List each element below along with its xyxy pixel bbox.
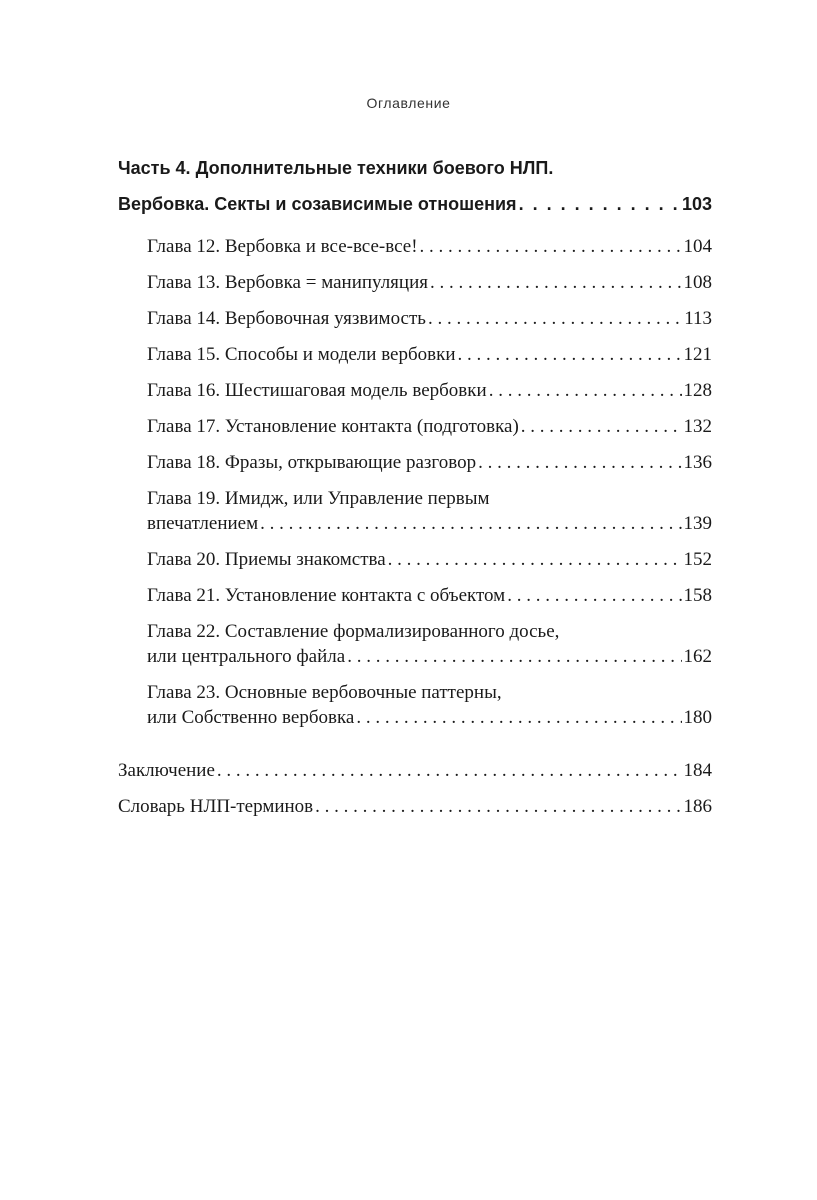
- part-title-line1: Часть 4. Дополнительные техники боевого НЛП.: [118, 158, 554, 178]
- page-number: 139: [683, 513, 712, 534]
- toc-entry-conclusion[interactable]: [118, 758, 712, 783]
- entry-title: Глава 15. Способы и модели вербовки: [147, 344, 456, 365]
- dot-leader: [430, 270, 681, 295]
- entry-title: или Собственно вербовка: [147, 707, 355, 728]
- page-number: 158: [683, 585, 712, 606]
- dot-leader: [217, 758, 682, 783]
- dot-leader: [458, 342, 682, 367]
- toc-entry-chapter-22[interactable]: [147, 619, 712, 669]
- page-number: 121: [683, 344, 712, 365]
- entry-title: Глава 16. Шестишаговая модель вербовки: [147, 380, 487, 401]
- page-number: 132: [683, 416, 712, 437]
- page-number: 184: [683, 760, 712, 781]
- toc-entry-chapter-16[interactable]: [147, 378, 712, 403]
- toc-entry-chapter-17[interactable]: [147, 414, 712, 439]
- toc-part-4[interactable]: [118, 150, 712, 222]
- toc-entry-chapter-12[interactable]: [147, 234, 712, 259]
- page-number: 104: [683, 236, 712, 257]
- toc-entry-chapter-19[interactable]: [147, 486, 712, 536]
- entry-title: Словарь НЛП-терминов: [118, 796, 314, 817]
- entry-title: или центрального файла: [147, 646, 346, 667]
- entry-title: Глава 18. Фразы, открывающие разговор: [147, 452, 477, 473]
- page-number: 162: [683, 646, 712, 667]
- entry-title-line1: Глава 23. Основные вербовочные паттерны,: [147, 682, 502, 703]
- dot-leader: [388, 547, 682, 572]
- dot-leader: [478, 450, 681, 475]
- toc-entry-glossary[interactable]: [118, 794, 712, 819]
- page-number: 103: [681, 194, 712, 214]
- entry-title: Глава 13. Вербовка = манипуляция: [147, 272, 429, 293]
- page-number: 136: [683, 452, 712, 473]
- dot-leader: [260, 511, 681, 536]
- toc-entry-chapter-21[interactable]: [147, 583, 712, 608]
- page-number: 180: [683, 707, 712, 728]
- entry-title: впечатлением: [147, 513, 259, 534]
- page-number: 186: [683, 796, 712, 817]
- entry-title: Глава 14. Вербовочная уязвимость: [147, 308, 426, 329]
- dot-leader: [489, 378, 682, 403]
- dot-leader: [521, 414, 682, 439]
- dot-leader: [519, 186, 680, 222]
- entry-title: Глава 17. Установление контакта (подготовка): [147, 416, 519, 437]
- toc-entry-chapter-20[interactable]: [147, 547, 712, 572]
- page-number: 152: [683, 549, 712, 570]
- dot-leader: [356, 705, 681, 730]
- dot-leader: [507, 583, 681, 608]
- dot-leader: [420, 234, 682, 259]
- page-number: 108: [683, 272, 712, 293]
- entry-title-line1: Глава 22. Составление формализированного досье,: [147, 621, 560, 642]
- toc-entry-chapter-18[interactable]: [147, 450, 712, 475]
- toc-entry-chapter-14[interactable]: [147, 306, 712, 331]
- chapter-list: [147, 234, 712, 730]
- table-of-contents: [118, 150, 712, 830]
- entry-title: Заключение: [118, 760, 215, 781]
- back-matter-list: [118, 758, 712, 819]
- toc-entry-chapter-23[interactable]: [147, 680, 712, 730]
- dot-leader: [428, 306, 682, 331]
- dot-leader: [315, 794, 681, 819]
- page-number: 128: [683, 380, 712, 401]
- running-header: Оглавление: [366, 95, 451, 111]
- part-title-line2: Вербовка. Секты и созависимые отношения: [118, 194, 517, 214]
- toc-entry-chapter-15[interactable]: [147, 342, 712, 367]
- entry-title: Глава 20. Приемы знакомства: [147, 549, 386, 570]
- toc-entry-chapter-13[interactable]: [147, 270, 712, 295]
- dot-leader: [347, 644, 681, 669]
- entry-title-line1: Глава 19. Имидж, или Управление первым: [147, 488, 490, 509]
- entry-title: Глава 12. Вербовка и все-все-все!: [147, 236, 418, 257]
- page-number: 113: [684, 308, 712, 329]
- entry-title: Глава 21. Установление контакта с объектом: [147, 585, 506, 606]
